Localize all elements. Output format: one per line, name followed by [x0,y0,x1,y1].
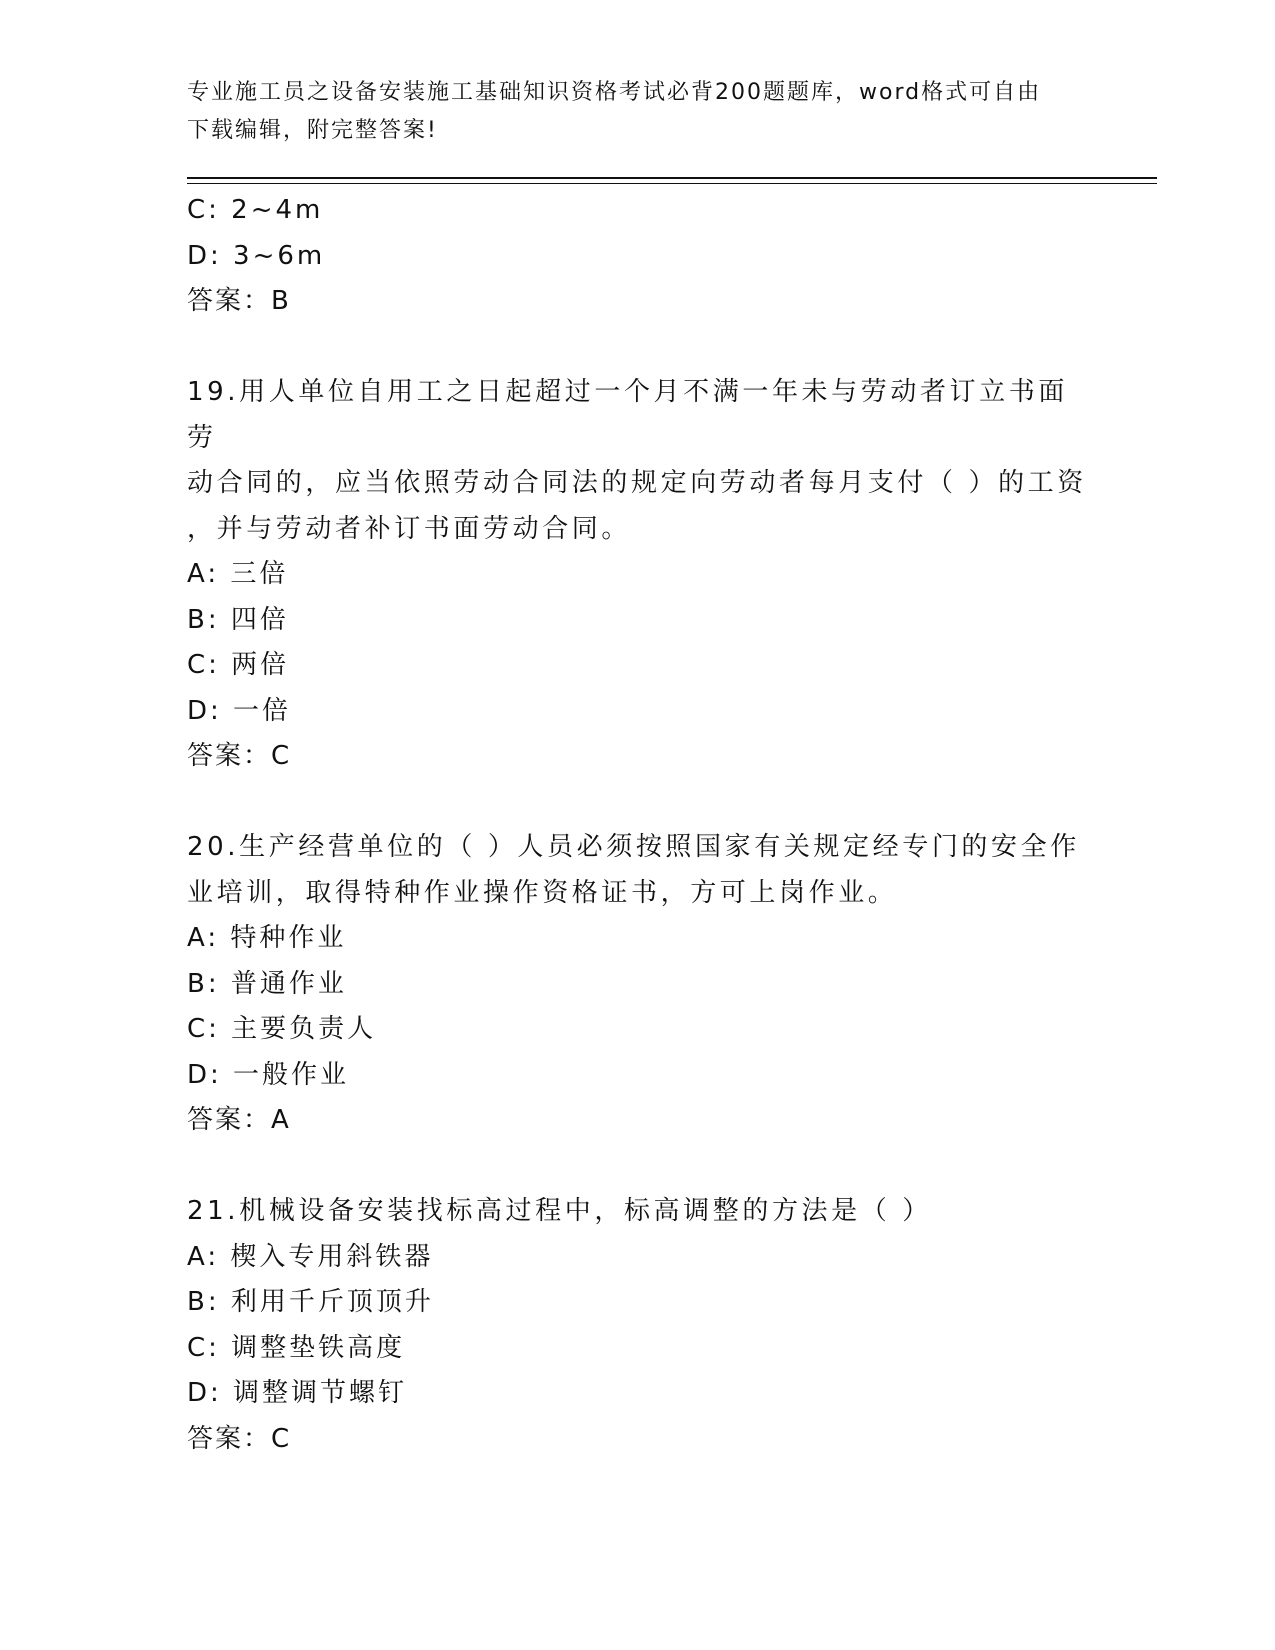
question-stem-line: 21.机械设备安装找标高过程中，标高调整的方法是（ ） [187,1196,932,1226]
option-a: A: 三倍 [187,559,289,589]
answer-line: 答案：A [187,1105,291,1135]
document-header [187,74,1087,150]
header-line-2: 下载编辑，附完整答案! [187,118,438,143]
option-c: C: 两倍 [187,650,290,680]
document-body [187,188,1087,1462]
option-b: B: 普通作业 [187,968,347,999]
option-b: B: 利用千斤顶顶升 [187,1287,434,1317]
question-stem-line: 20.生产经营单位的（ ）人员必须按照国家有关规定经专门的安全作 [187,832,1080,862]
header-rule-thick [187,177,1157,179]
option-d: D: 一般作业 [187,1059,350,1090]
answer-line: 答案：C [187,741,292,771]
question-stem-line: 19.用人单位自用工之日起超过一个月不满一年未与劳动者订立书面劳 [187,377,1068,453]
option-c: C: 调整垫铁高度 [187,1332,406,1363]
header-line-1: 专业施工员之设备安装施工基础知识资格考试必背200题题库，word格式可自由 [187,80,1042,105]
option-a: A: 特种作业 [187,923,347,953]
option-c: C: 主要负责人 [187,1014,377,1044]
option-c: C: 2~4m [187,195,324,225]
answer-line: 答案：B [187,286,291,316]
question-stem-line: 业培训，取得特种作业操作资格证书，方可上岗作业。 [187,877,898,908]
question-21 [187,1189,1087,1462]
answer-line: 答案：C [187,1423,292,1454]
question-19 [187,370,1087,780]
question-20 [187,825,1087,1144]
option-d: D: 3~6m [187,240,326,271]
question-stem-line: ，并与劳动者补订书面劳动合同。 [187,513,632,544]
header-rule-thin [187,183,1157,184]
continued-question [187,188,1087,325]
option-a: A: 楔入专用斜铁器 [187,1241,434,1272]
question-stem-line: 动合同的，应当依照劳动合同法的规定向劳动者每月支付（ ）的工资 [187,468,1087,498]
option-d: D: 一倍 [187,695,292,726]
option-d: D: 调整调节螺钉 [187,1378,408,1408]
option-b: B: 四倍 [187,604,289,635]
